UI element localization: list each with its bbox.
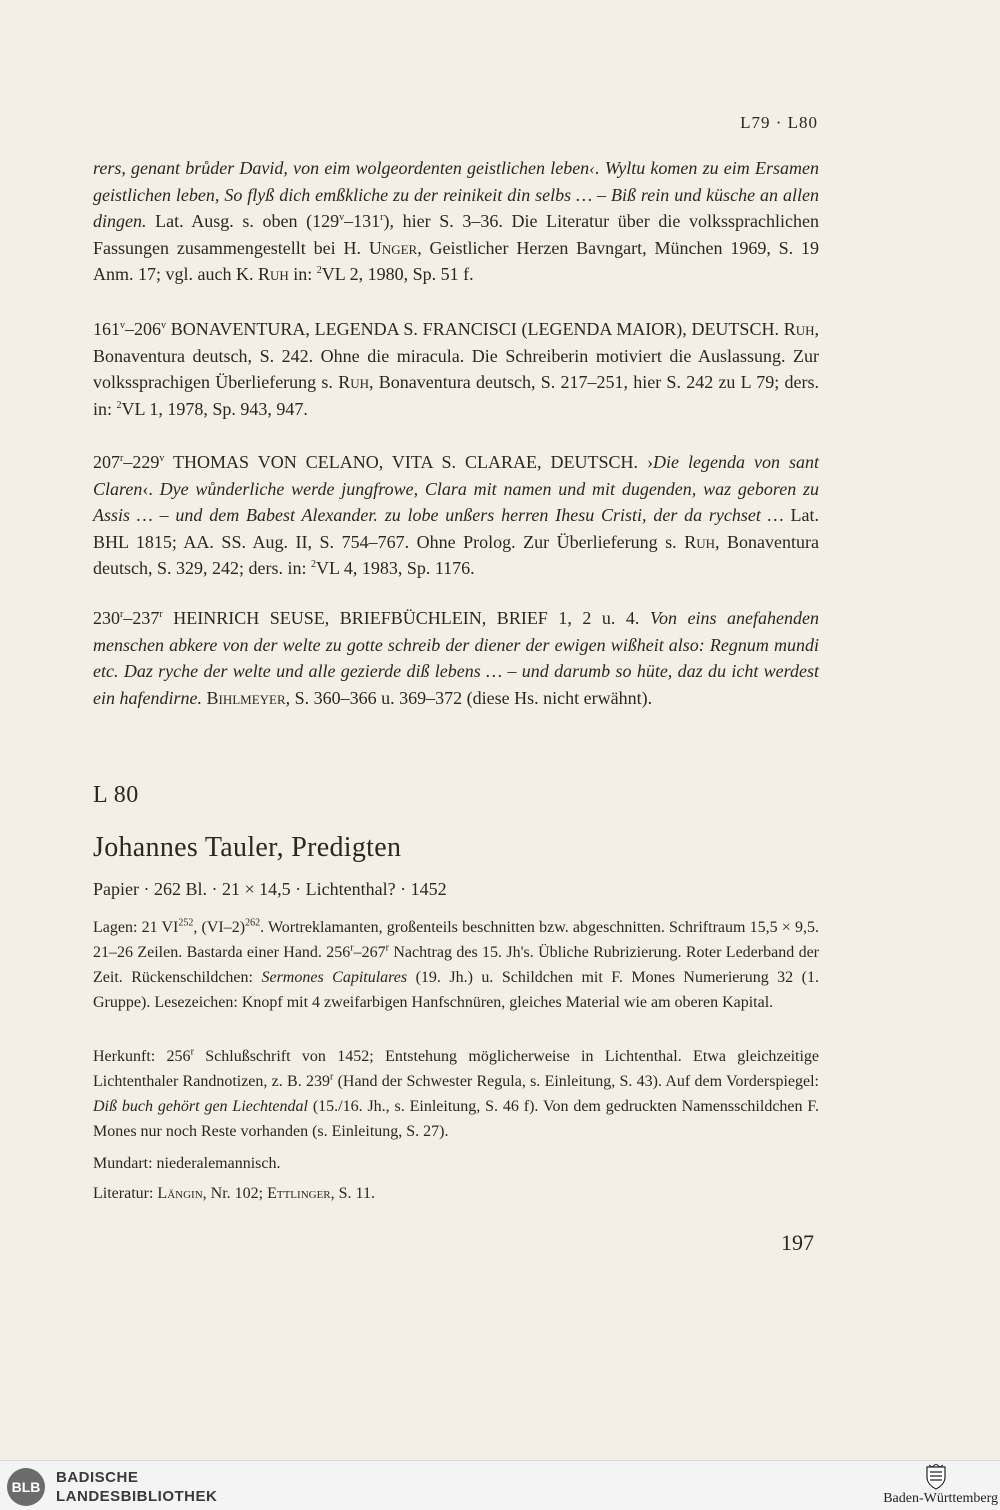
herkunft-text (93, 1044, 819, 1144)
folio-sup: r (380, 212, 384, 224)
author-name: Unger (368, 237, 418, 258)
blb-logo-icon[interactable]: BLB (7, 1468, 45, 1506)
folio-sup: r (159, 609, 163, 620)
title-italic: Die legenda von sant Claren (93, 452, 819, 499)
text-run: , Bonaventura deutsch, S. 217–251, hier S. 242 zu L 79; ders. in: (93, 372, 819, 419)
folio-sup: r (350, 942, 354, 954)
text-run: Nachtrag des 15. Jh's. Übliche Rubrizierung. Roter Lederband der Zeit. Rückenschildchen: (93, 944, 819, 986)
text-run: , (VI–2) (193, 919, 246, 936)
running-head: L79 · L80 (740, 113, 818, 132)
label-italic: Sermones Capitulares (261, 969, 408, 986)
text-run: Schlußschrift von 1452; Entstehung möglicherweise in Lichtenthal. Etwa gleichzeitige Lichtenthaler Randnotizen, z. B. 239 (93, 1048, 820, 1090)
entry-title: Johannes Tauler, Predigten (93, 832, 402, 863)
paragraph-celano (93, 449, 819, 582)
edition-sup: 2 (116, 399, 122, 411)
folio-sup: v (339, 212, 345, 224)
page-number: 197 (781, 1230, 814, 1255)
text-run: VL 2, 1980, Sp. 51 f. (321, 264, 474, 285)
folio-sup: r (190, 1046, 194, 1058)
library-name[interactable] (56, 1468, 217, 1506)
author-name: Ruh (783, 319, 815, 339)
coat-of-arms-icon (925, 1464, 947, 1490)
herkunft-section (93, 1044, 819, 1144)
text-run: ‹. (142, 478, 160, 499)
text-run: –206 (125, 319, 161, 339)
mundart-section: Mundart: niederalemannisch. (93, 1155, 281, 1172)
collation-sup: 252 (178, 917, 194, 929)
footer-bar (0, 1460, 1000, 1510)
text-run: –267 (353, 944, 386, 961)
text-run: , Geistlicher Herzen Bavngart, München 1969, S. 19 Anm. 17; vgl. auch K. (93, 237, 820, 285)
text-run: HEINRICH SEUSE, BRIEFBÜCHLEIN, BRIEF 1, 2 u. 4. (162, 608, 650, 628)
library-name-line2: LANDESBIBLIOTHEK (56, 1488, 218, 1505)
text-run: , S. 360–366 u. 369–372 (diese Hs. nicht erwähnt). (285, 687, 653, 708)
literatur-text (93, 1181, 819, 1206)
text-run: , Bonaventura deutsch, S. 329, 242; ders. in: (93, 531, 819, 579)
author-name: Längin (157, 1185, 203, 1202)
edition-sup: 2 (311, 559, 316, 571)
text-run: VL 4, 1983, Sp. 1176. (316, 558, 475, 579)
text-run: Herkunft: 256 (93, 1048, 191, 1065)
folio-sup: r (120, 609, 124, 620)
paragraph-l79-cont (93, 155, 819, 288)
paragraph-seuse (93, 605, 819, 711)
entry-subtitle: Papier · 262 Bl. · 21 × 14,5 · Lichtenthal? · 1452 (93, 879, 447, 899)
folio-sup: r (385, 942, 389, 954)
text-run: 161 (93, 319, 120, 339)
text-run: , Bonaventura deutsch, S. 242. Ohne die miracula. Die Schreiberin motiviert die Auslassung. Zur volkssprachigen Überlieferung s. (93, 319, 819, 393)
folio-sup: v (161, 320, 166, 331)
folio-sup: v (159, 453, 165, 464)
text-run: Lagen: 21 VI (93, 919, 179, 936)
paragraph-text (93, 605, 819, 711)
text-run: in: (288, 264, 317, 285)
author-name: Bihlmeyer (206, 687, 286, 708)
text-run: (Hand der Schwester Regula, s. Einleitung, S. 43). Auf dem Vorderspiegel: (333, 1073, 820, 1090)
inscription-italic: Diß buch gehört gen Liechtendal (93, 1098, 308, 1115)
author-name: Ruh (338, 372, 369, 393)
edition-sup: 2 (316, 265, 322, 277)
entry-signature: L 80 (93, 782, 139, 808)
text-run: BONAVENTURA, LEGENDA S. FRANCISCI (LEGENDA MAIOR), DEUTSCH. (166, 319, 784, 339)
paragraph-bonaventura (93, 316, 819, 422)
state-name[interactable]: Baden-Württemberg (883, 1491, 998, 1506)
text-run: , S. 11. (330, 1185, 375, 1202)
lagen-section (93, 915, 819, 1015)
folio-sup: v (120, 320, 125, 331)
text-run: THOMAS VON CELANO, VITA S. CLARAE, DEUTSCH. › (164, 452, 653, 472)
literatur-section (93, 1181, 819, 1206)
text-run: (19. Jh.) u. Schildchen mit F. Mones Numerierung 32 (1. Gruppe). Lesezeichen: Knopf mit 4 zweifarbigen Hanfschnüren, gleiches Material wie am oberen Kapital. (93, 969, 819, 1011)
text-run: –237 (123, 608, 160, 628)
collation-sup: 262 (245, 917, 261, 929)
text-run: (15./16. Jh., s. Einleitung, S. 46 f). Von dem gedruckten Namensschildchen F. Mones nur noch Reste vorhanden (s. Einleitung, S. 27). (93, 1098, 819, 1140)
text-run: Lat. Ausg. s. oben (129 (146, 211, 340, 232)
text-run: Lat. BHL 1815; AA. SS. Aug. II, S. 754–767. Ohne Prolog. Zur Überlieferung s. (93, 505, 819, 552)
folio-sup: r (120, 453, 124, 464)
text-run: ), hier S. 3–36. Die Literatur über die volkssprachlichen Fassungen zusammengestellt bei H. (93, 211, 819, 258)
folio-sup: r (329, 1071, 334, 1083)
text-run: –131 (344, 211, 381, 232)
author-name: Ruh (684, 531, 715, 552)
text-run: VL 1, 1978, Sp. 943, 947. (121, 398, 308, 419)
text-run: 230 (93, 608, 120, 628)
lagen-text (93, 915, 819, 1015)
author-name: Ettlinger (267, 1185, 331, 1202)
incipit-text: Dye wůnderliche werde jungfrowe, Clara mit namen und mit dugenden, waz geboren zu Assis … – und dem Babest Alexander. zu lobe unßers herren Ihesu Cristi, der da rychset … (93, 478, 819, 526)
incipit-text: rers, genant brůder David, von eim wolgeordenten geistlichen leben‹. Wyltu komen zu eim Ersamen geistlichen leben, So flyß dich emßkliche zu der reinikeit din selbs … – Biß rein und küsche an allen dingen. (93, 158, 819, 232)
text-run: , Nr. 102; (202, 1185, 268, 1202)
incipit-text: Von eins anefahenden menschen abkere von der welte zu gotte schreib der diener der ewigen wißheit also: Regnum mundi etc. Daz ryche der welte und alle gezierde diß lebens … – und darumb so hüte, daz du icht werdest ein hafendirne. (93, 608, 819, 708)
text-run: . Wortreklamanten, großenteils beschnitten bzw. abgeschnitten. Schriftraum 15,5 × 9,5. 21–26 Zeilen. Bastarda einer Hand. 256 (93, 919, 819, 961)
author-name: Ruh (257, 264, 289, 285)
paragraph-text (93, 449, 819, 582)
text-run: Literatur: (93, 1185, 158, 1202)
text-run: 207 (93, 452, 120, 472)
text-run: –229 (123, 452, 160, 472)
paragraph-text (93, 316, 819, 422)
library-name-line1: BADISCHE (56, 1469, 139, 1486)
paragraph-text (93, 155, 819, 288)
